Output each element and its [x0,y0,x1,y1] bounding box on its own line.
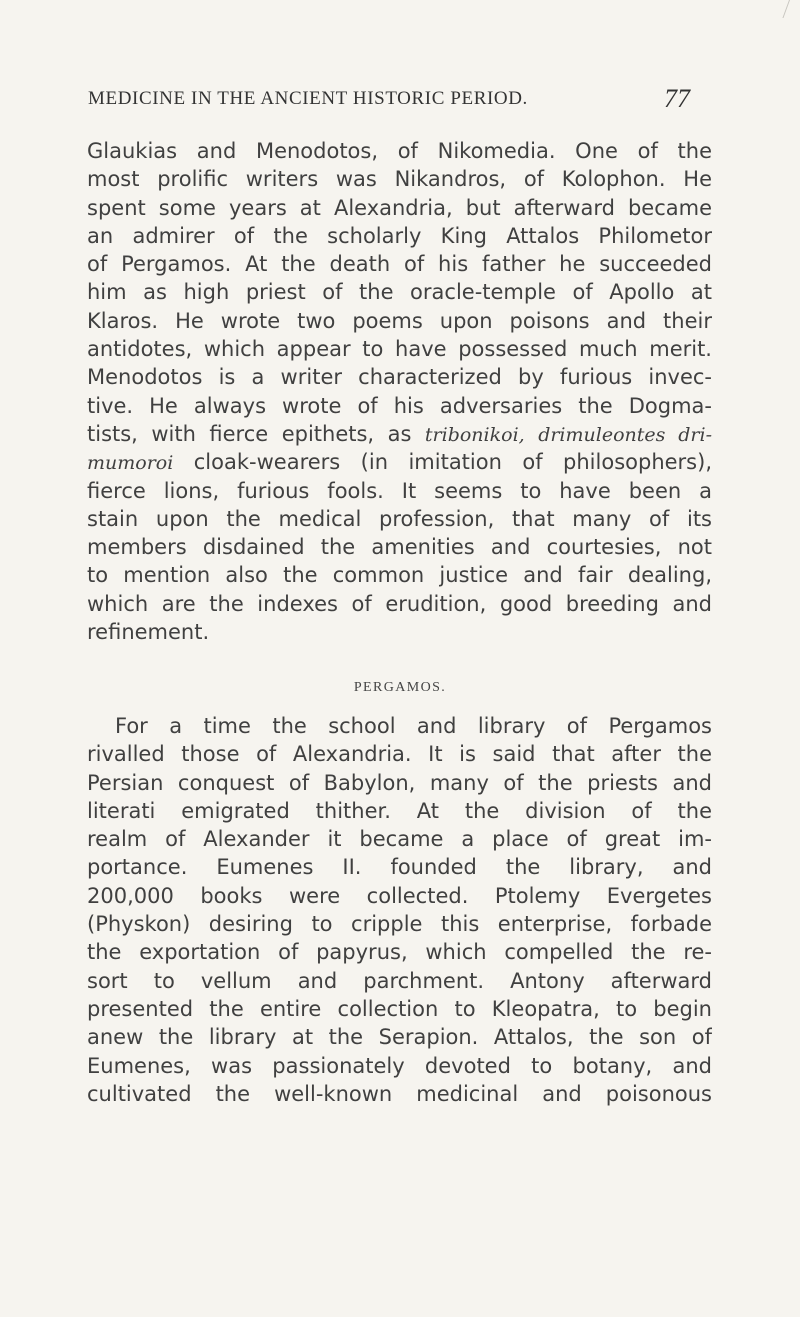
text-line: members disdained the amenities and courtesies, not [87,535,712,560]
italic-term-mumoroi: mumoroi [87,452,174,475]
text-line: the exportation of papyrus, which compelled the re- [87,940,712,965]
text-line: Glaukias and Menodotos, of Nikomedia. One of the [87,139,712,163]
text-line: most prolific writers was Nikandros, of Kolophon. He [87,167,712,192]
text-line: of Pergamos. At the death of his father he succeeded [87,252,712,277]
text-segment: cloak-wearers (in imitation of philosophers), [193,450,712,475]
text-line: him as high priest of the oracle-temple of Apollo at [87,280,712,305]
text-line: For a time the school and library of Pergamos [115,714,712,738]
text-line: Klaros. He wrote two poems upon poisons and their [87,308,712,333]
text-line: rivalled those of Alexandria. It is said that after the [87,742,712,767]
text-line: spent some years at Alexandria, but afterward became [87,195,712,220]
text-line: cultivated the well-known medicinal and poisonous [87,1081,712,1106]
text-segment: tists, with fierce epithets, as [87,421,412,446]
text-line: sort to vellum and parchment. Antony afterward [87,968,712,993]
text-line-with-italics [87,448,712,476]
page-number: 77 [664,84,690,113]
text-line: presented the entire collection to Kleopatra, to begin [87,996,712,1021]
text-line: 200,000 books were collected. Ptolemy Evergetes [87,883,712,908]
paragraph-2 [87,712,712,1108]
italic-term-tribonikoi: tribonikoi, [424,423,525,446]
text-line: realm of Alexander it became a place of great im- [87,827,712,852]
paragraph-1 [87,137,712,646]
section-heading: PERGAMOS. [353,680,447,695]
text-line: literati emigrated thither. At the division of the [87,798,712,823]
text-line: to mention also the common justice and fair dealing, [87,563,712,588]
text-line: Eumenes, was passionately devoted to botany, and [87,1053,712,1078]
text-line: an admirer of the scholarly King Attalos Philometor [87,223,712,248]
text-line: portance. Eumenes II. founded the library, and [87,855,712,880]
text-line: fierce lions, furious fools. It seems to have been a [87,478,712,503]
running-head: MEDICINE IN THE ANCIENT HISTORIC PERIOD. [88,88,528,109]
text-line: anew the library at the Serapion. Attalos, the son of [87,1025,712,1050]
text-line: antidotes, which appear to have possessed much merit. [87,337,712,362]
text-line-with-italics [87,420,712,448]
text-line: refinement. [87,620,210,645]
text-line: tive. He always wrote of his adversaries the Dogma- [87,393,712,418]
text-line: (Physkon) desiring to cripple this enterprise, forbade [87,912,712,937]
text-line: Persian conquest of Babylon, many of the priests and [87,770,712,795]
italic-term-drimuleontes: drimuleontes dri- [538,423,712,446]
text-line: stain upon the medical profession, that many of its [87,506,712,531]
text-line: Menodotos is a writer characterized by furious invec- [87,365,712,390]
page-corner-mark [782,0,800,18]
text-line: which are the indexes of erudition, good breeding and [87,591,712,616]
